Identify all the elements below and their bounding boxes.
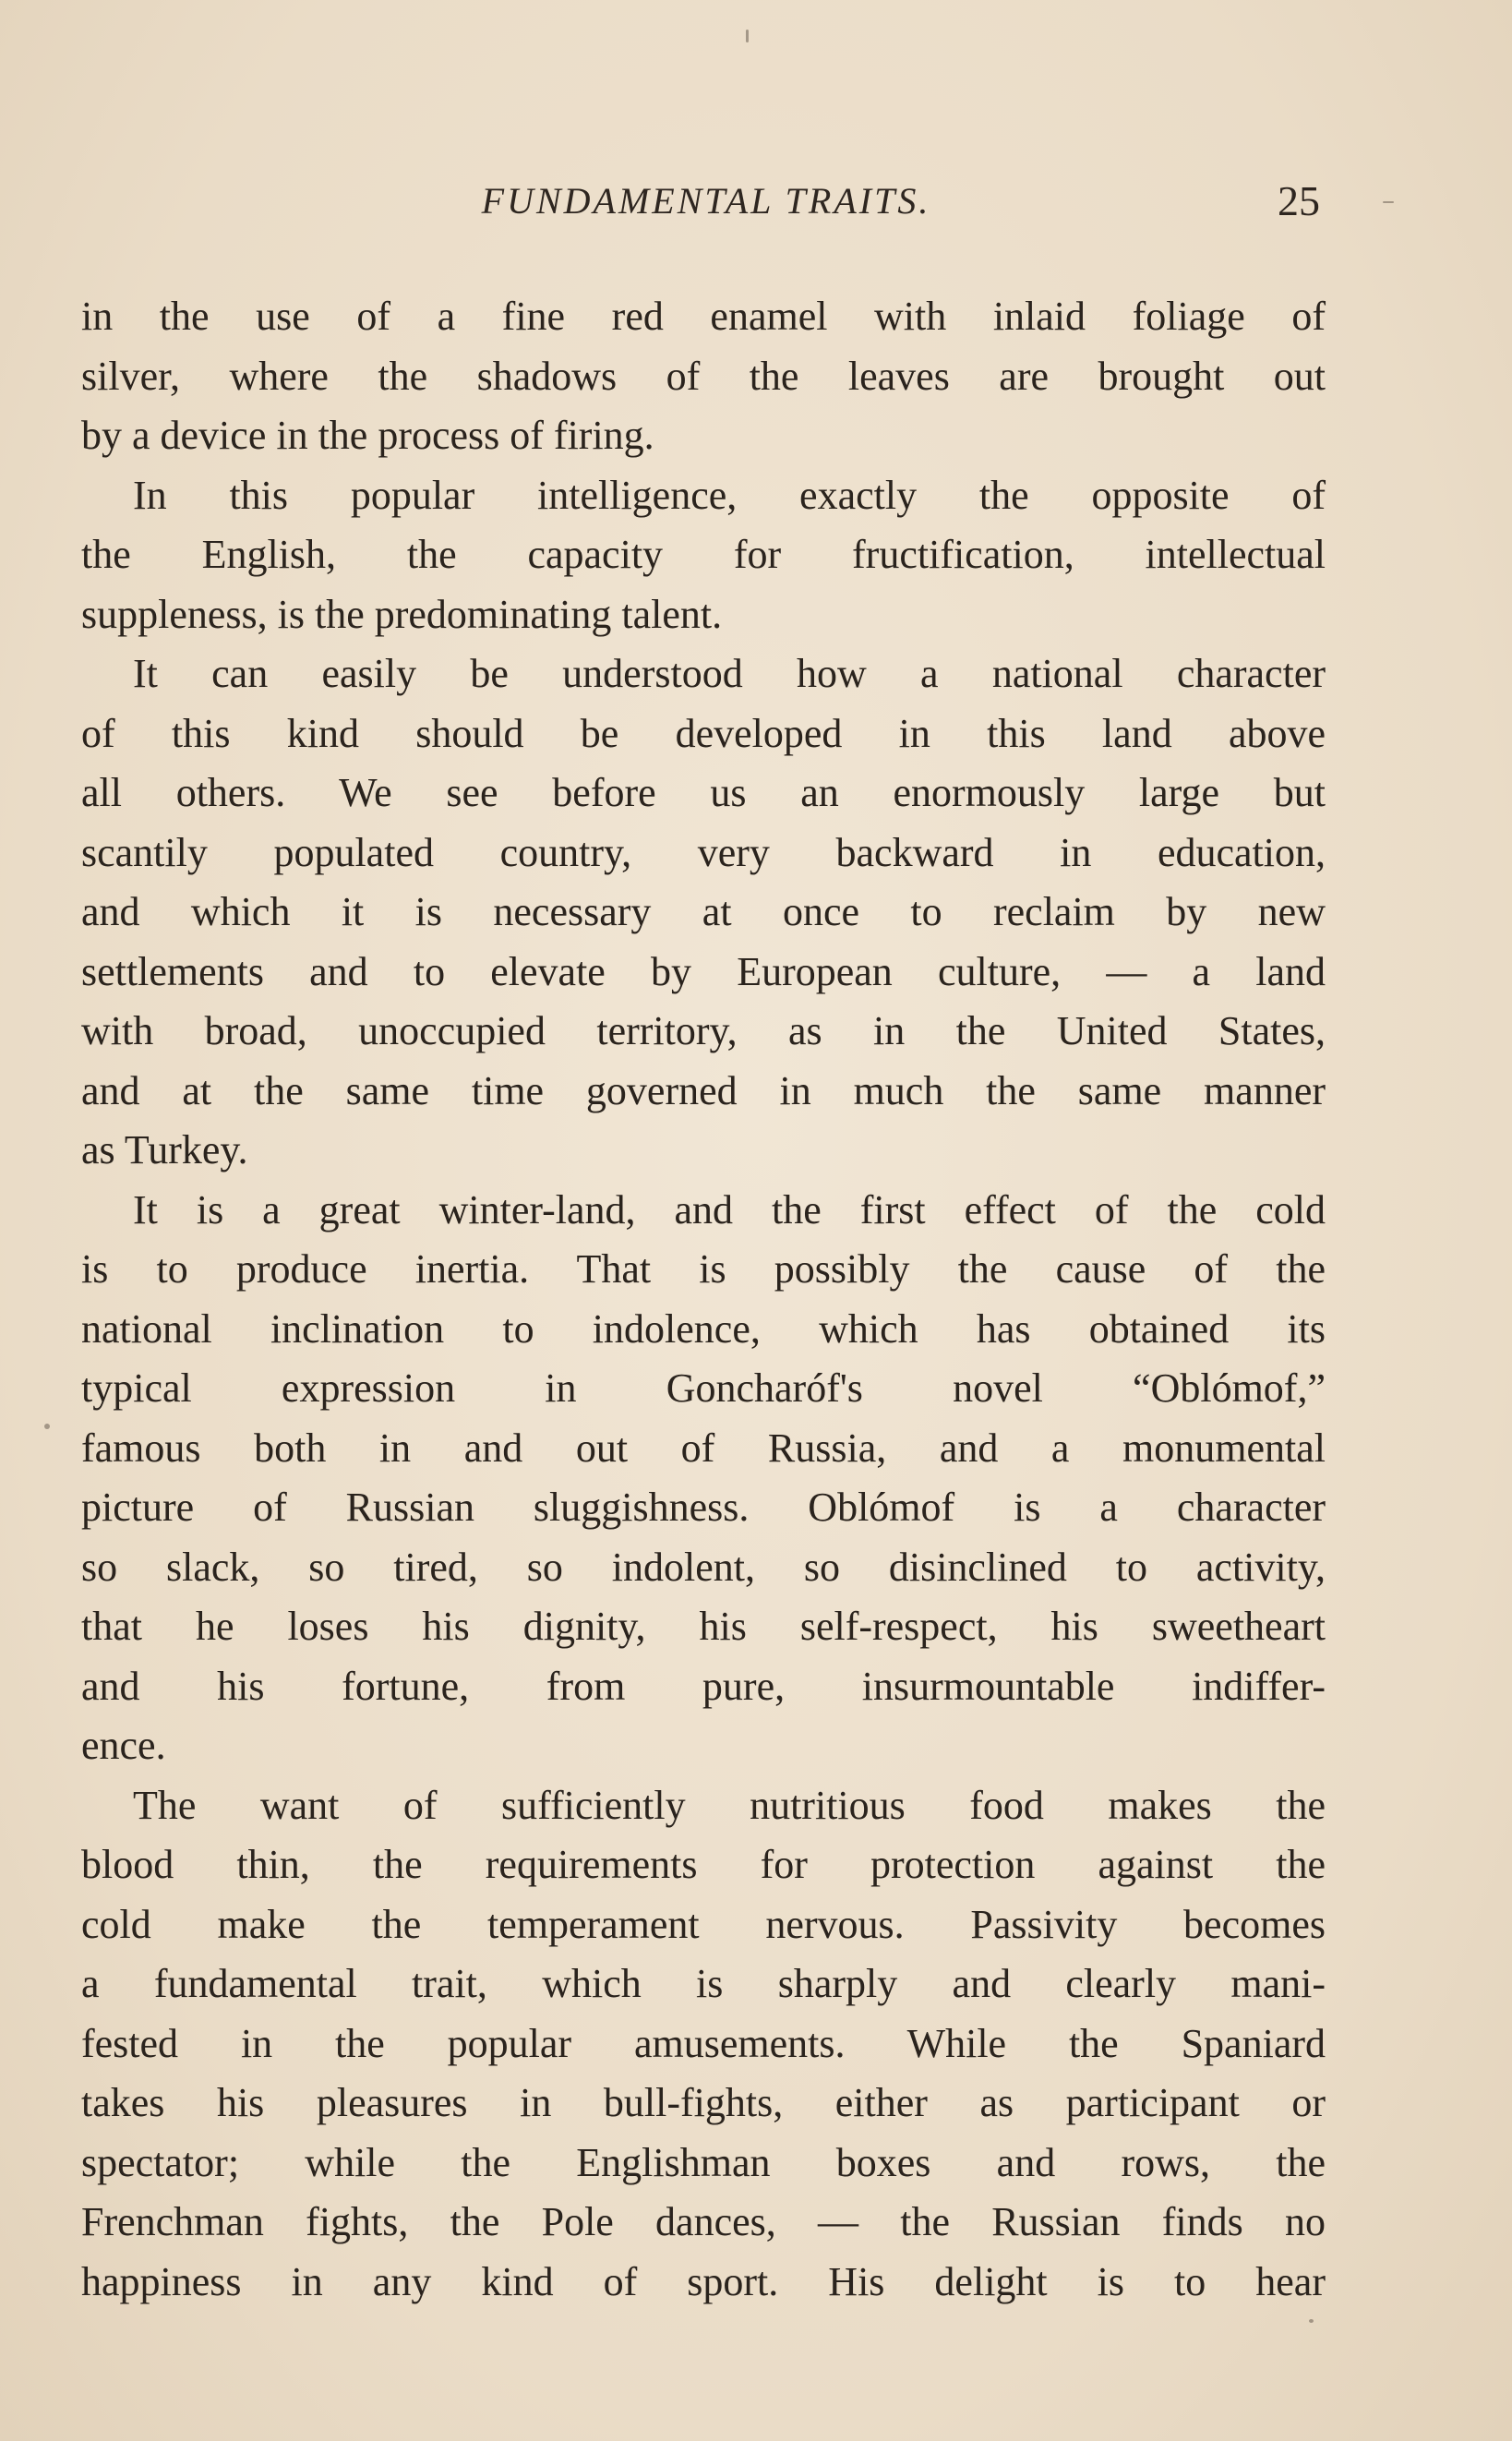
- text-line: and at the same time governed in much the same manner: [81, 1067, 1326, 1113]
- text-line: Frenchman fights, the Pole dances, — the Russian finds no: [81, 2199, 1326, 2244]
- text-line: It is a great winter-land, and the first effect of the cold: [133, 1186, 1326, 1233]
- text-line: as Turkey.: [81, 1127, 248, 1172]
- text-line: a fundamental trait, which is sharply and clearly mani-: [81, 1961, 1326, 2006]
- text-line: spectator; while the Englishman boxes and rows, the: [81, 2139, 1326, 2185]
- text-line: and his fortune, from pure, insurmountable indiffer-: [81, 1663, 1326, 1709]
- text-line: that he loses his dignity, his self-respect, his sweetheart: [81, 1604, 1326, 1649]
- text-line: so slack, so tired, so indolent, so disinclined to activity,: [81, 1544, 1326, 1590]
- scan-speck: [44, 1424, 50, 1429]
- text-line: The want of sufficiently nutritious food makes the: [133, 1782, 1326, 1828]
- running-title: FUNDAMENTAL TRAITS.: [481, 180, 931, 222]
- text-line: is to produce inertia. That is possibly the cause of the: [81, 1246, 1326, 1292]
- text-line: all others. We see before us an enormously large but: [81, 770, 1326, 815]
- text-line: the English, the capacity for fructification, intellectual: [81, 532, 1326, 577]
- text-line: happiness in any kind of sport. His delight is to hear: [81, 2258, 1326, 2304]
- body-text: [81, 287, 1326, 2312]
- text-line: settlements and to elevate by European culture, — a land: [81, 948, 1326, 994]
- text-line: famous both in and out of Russia, and a monumental: [81, 1425, 1326, 1471]
- text-line: and which it is necessary at once to reclaim by new: [81, 889, 1326, 934]
- text-line: typical expression in Goncharóf's novel “Oblómof,”: [81, 1365, 1326, 1411]
- text-line: fested in the popular amusements. While the Spaniard: [81, 2020, 1326, 2066]
- scan-speck: [1383, 201, 1394, 203]
- running-head: [83, 174, 1329, 229]
- text-line: ence.: [81, 1723, 166, 1768]
- text-line: In this popular intelligence, exactly the opposite of: [133, 472, 1326, 518]
- text-line: with broad, unoccupied territory, as in the United States,: [81, 1008, 1326, 1053]
- text-line: It can easily be understood how a national character: [133, 651, 1326, 696]
- text-line: national inclination to indolence, which has obtained its: [81, 1305, 1326, 1352]
- text-line: of this kind should be developed in this land above: [81, 710, 1326, 756]
- text-line: silver, where the shadows of the leaves are brought out: [81, 353, 1326, 399]
- text-line: suppleness, is the predominating talent.: [81, 591, 723, 637]
- text-line: in the use of a fine red enamel with inlaid foliage of: [81, 294, 1326, 339]
- text-line: blood thin, the requirements for protection against the: [81, 1842, 1326, 1887]
- text-line: scantily populated country, very backward in education,: [81, 829, 1326, 875]
- scan-speck: [746, 30, 749, 42]
- page-number: 25: [1278, 177, 1320, 224]
- text-line: picture of Russian sluggishness. Oblómof is a character: [81, 1485, 1326, 1530]
- text-line: cold make the temperament nervous. Passivity becomes: [81, 1901, 1326, 1947]
- text-line: by a device in the process of firing.: [81, 413, 654, 458]
- scan-speck: [1309, 2319, 1314, 2323]
- text-line: takes his pleasures in bull-fights, either as participant or: [81, 2080, 1326, 2125]
